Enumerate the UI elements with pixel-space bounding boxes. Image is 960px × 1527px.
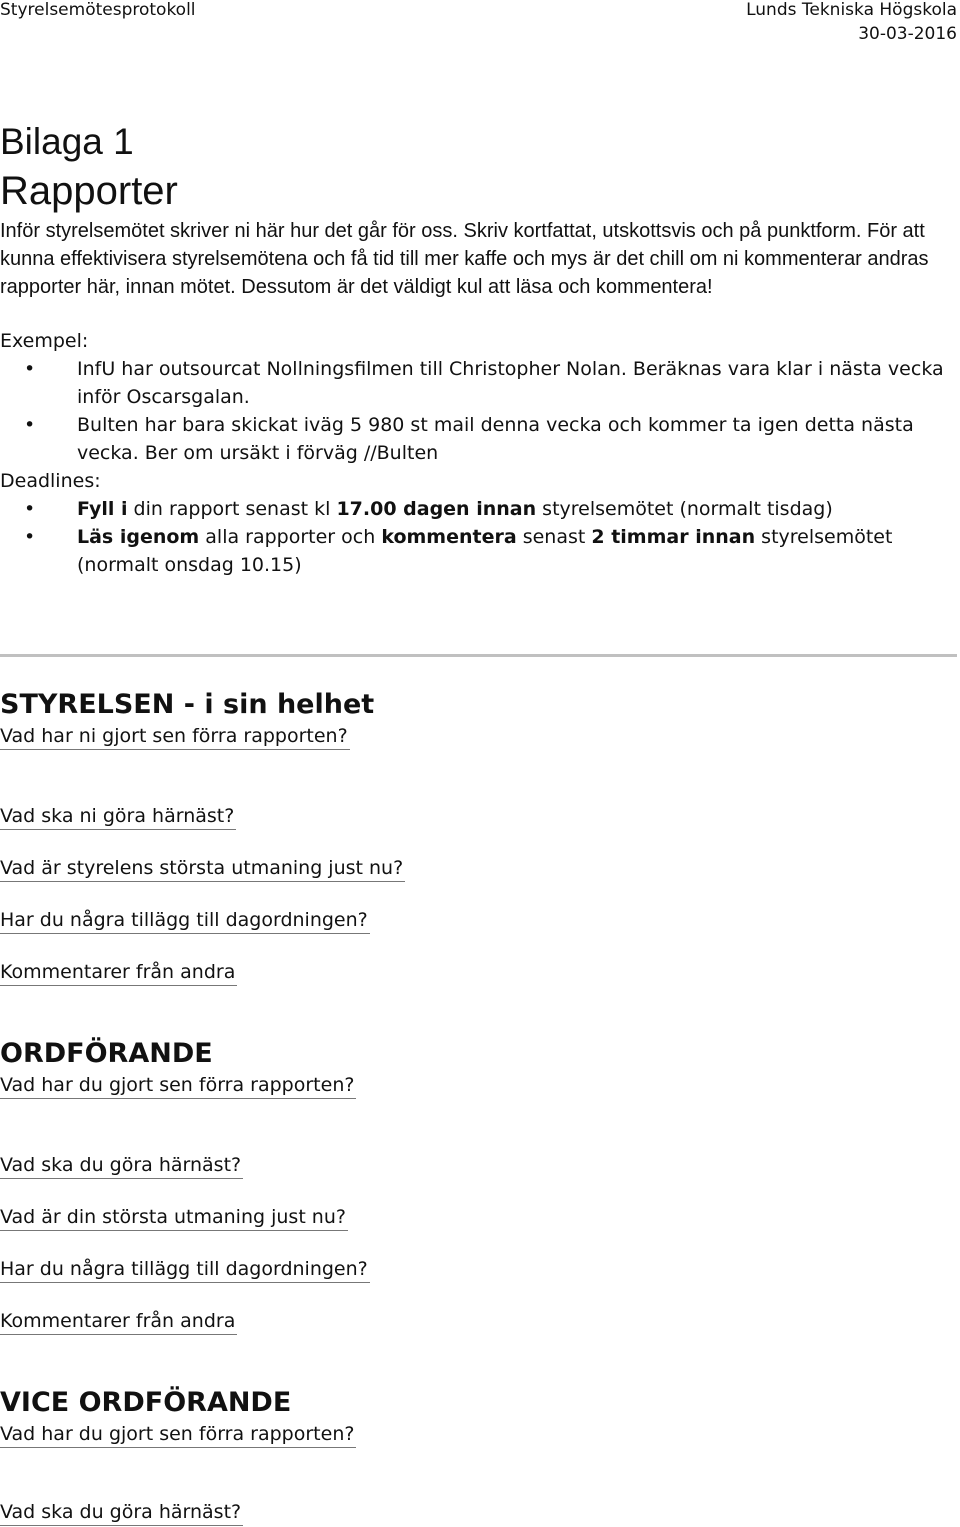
question-ordforande-next: Vad ska du göra härnäst? — [0, 1152, 243, 1179]
deadline-list — [0, 495, 960, 579]
intro-paragraph: Inför styrelsemötet skriver ni här hur det går för oss. Skriv kortfattat, utskottsvis och på punktform. För att kunna effektivisera styrelsemötena och få tid till mer kaffe och mys är det chill om ni kommenterar andras rapporter här, innan mötet. Dessutom är det väldigt kul att läsa och kommentera! — [0, 220, 929, 298]
section-title-vice-ordforande: VICE ORDFÖRANDE — [0, 1387, 292, 1418]
question-styrelsen-agenda: Har du några tillägg till dagordningen? — [0, 907, 370, 934]
horizontal-divider — [0, 654, 957, 657]
school-name: Lunds Tekniska Högskola — [746, 0, 957, 20]
list-item: • InfU har outsourcat Nollningsfilmen till Christopher Nolan. Beräknas vara klar i nästa vecka inför Oscarsgalan. — [0, 355, 960, 411]
document-name: Styrelsemötesprotokoll — [0, 0, 196, 20]
list-item: • Fyll i din rapport senast kl 17.00 dagen innan styrelsemötet (normalt tisdag) — [0, 495, 960, 523]
bullet-icon: • — [24, 414, 36, 436]
question-vice-done: Vad har du gjort sen förra rapporten? — [0, 1421, 356, 1448]
example-list — [0, 355, 960, 467]
page-header — [0, 0, 960, 48]
example-label: Exempel: — [0, 330, 89, 352]
section-title-ordforande: ORDFÖRANDE — [0, 1038, 213, 1069]
list-item: • Läs igenom alla rapporter och kommentera senast 2 timmar innan styrelsemötet (normalt onsdag 10.15) — [0, 523, 960, 579]
bullet-icon: • — [24, 358, 36, 380]
deadlines-label: Deadlines: — [0, 470, 101, 492]
attachment-title: Bilaga 1 — [0, 121, 134, 162]
question-styrelsen-challenge: Vad är styrelens största utmaning just nu? — [0, 855, 405, 882]
bullet-icon: • — [24, 526, 36, 548]
document-date: 30-03-2016 — [858, 24, 957, 44]
question-styrelsen-next: Vad ska ni göra härnäst? — [0, 803, 236, 830]
section-title-styrelsen: STYRELSEN - i sin helhet — [0, 689, 375, 720]
list-item: • Bulten har bara skickat iväg 5 980 st mail denna vecka och kommer ta igen detta nästa vecka. Ber om ursäkt i förväg //Bulten — [0, 411, 960, 467]
reports-title: Rapporter — [0, 169, 178, 213]
question-ordforande-agenda: Har du några tillägg till dagordningen? — [0, 1256, 370, 1283]
question-ordforande-challenge: Vad är din största utmaning just nu? — [0, 1204, 348, 1231]
question-styrelsen-done: Vad har ni gjort sen förra rapporten? — [0, 723, 350, 750]
question-ordforande-comments: Kommentarer från andra — [0, 1308, 237, 1335]
question-ordforande-done: Vad har du gjort sen förra rapporten? — [0, 1072, 356, 1099]
question-vice-next: Vad ska du göra härnäst? — [0, 1499, 243, 1526]
bullet-icon: • — [24, 498, 36, 520]
question-styrelsen-comments: Kommentarer från andra — [0, 959, 237, 986]
